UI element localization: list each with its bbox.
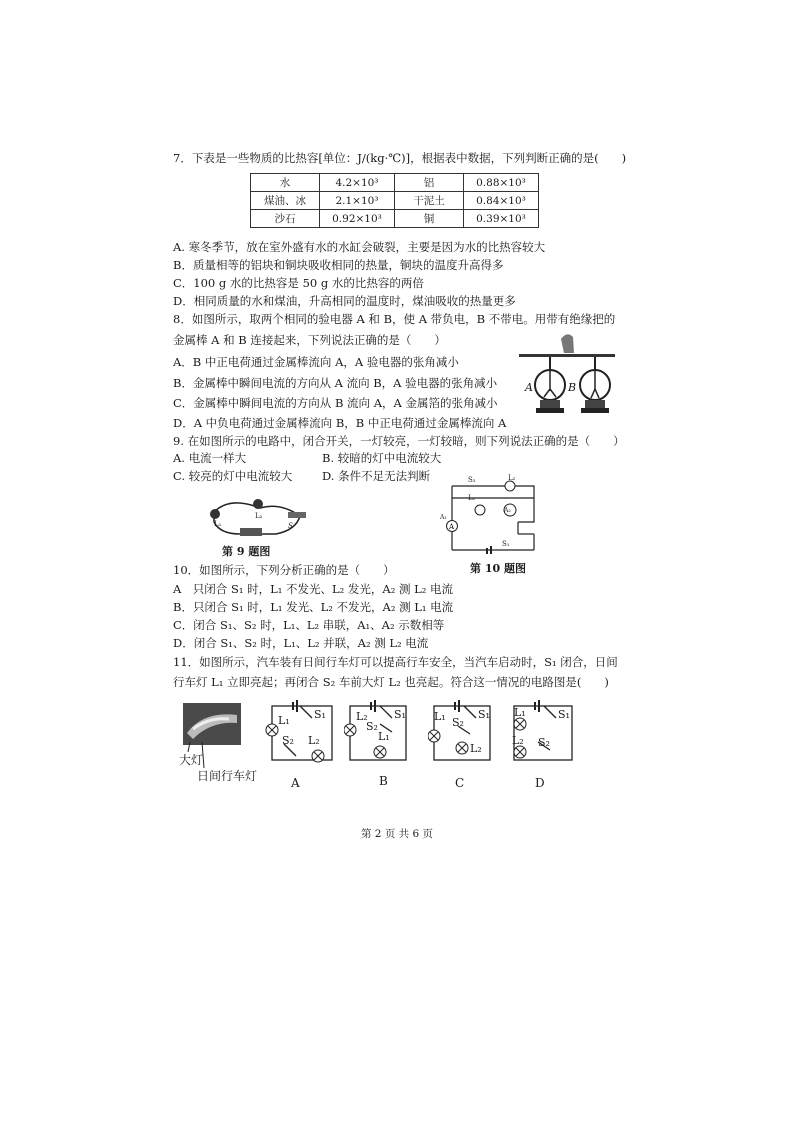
table-cell: 沙石 — [251, 210, 320, 228]
q9-option-a: A. 电流一样大 — [173, 451, 247, 465]
q9-label-l2: L₂ — [255, 512, 263, 520]
q10-label-s1: S₁ — [502, 540, 510, 548]
q11-circuit-b — [344, 700, 410, 766]
choice-label-d: D — [535, 776, 545, 790]
table-cell: 0.84×10³ — [464, 192, 539, 210]
q10-label-l1: L₁ — [468, 494, 476, 502]
q9-caption: 第 9 题图 — [222, 545, 271, 558]
table-row — [251, 192, 539, 210]
q11d-label-l2: L₂ — [512, 734, 524, 747]
table-cell: 铝 — [395, 174, 464, 192]
q11d-label-s2: S₂ — [538, 736, 550, 749]
q10-option-d: D．闭合 S₁、S₂ 时，L₁、L₂ 并联，A₂ 测 L₂ 电流 — [173, 636, 429, 650]
q10-circuit-figure — [440, 474, 540, 554]
q9-option-c: C. 较亮的灯中电流较大 — [173, 469, 293, 483]
q11a-label-l1: L₁ — [278, 714, 290, 727]
q8-option-d: D．A 中负电荷通过金属棒流向 B，B 中正电荷通过金属棒流向 A — [173, 416, 507, 430]
q8-stem-line1: 8．如图所示，取两个相同的验电器 A 和 B，使 A 带负电，B 不带电。用带有绝缘把的 — [173, 312, 616, 326]
table-cell: 水 — [251, 174, 320, 192]
q7-option-a: A. 寒冬季节，放在室外盛有水的水缸会破裂，主要是因为水的比热容较大 — [173, 240, 546, 254]
electroscope-label-a: A — [525, 381, 533, 394]
q11-circuit-c — [428, 700, 494, 766]
q7-option-c: C．100 g 水的比热容是 50 g 水的比热容的两倍 — [173, 276, 424, 290]
q9-circuit-figure — [200, 490, 312, 540]
q11b-label-s1: S₁ — [394, 708, 406, 721]
table-cell: 干泥土 — [395, 192, 464, 210]
choice-label-a: A — [291, 776, 300, 790]
q11-circuit-d — [508, 700, 576, 766]
q10-label-s2: S₂ — [468, 476, 476, 484]
q11-stem-line1: 11．如图所示，汽车装有日间行车灯可以提高行车安全，当汽车启动时，S₁ 闭合，日间 — [173, 655, 618, 669]
photo-label-headlight: 大灯 — [179, 753, 204, 767]
table-cell: 0.92×10³ — [320, 210, 395, 228]
table-cell: 4.2×10³ — [320, 174, 395, 192]
q10-stem: 10．如图所示，下列分析正确的是（ ） — [173, 563, 395, 577]
q11c-label-l2: L₂ — [470, 742, 482, 755]
q10-option-c: C．闭合 S₁、S₂ 时，L₁、L₂ 串联，A₁、A₂ 示数相等 — [173, 618, 445, 632]
photo-label-daytime-light: 日间行车灯 — [197, 769, 258, 783]
table-cell: 铜 — [395, 210, 464, 228]
q10-label-a2: A₂ — [504, 507, 511, 514]
table-cell: 0.39×10³ — [464, 210, 539, 228]
q8-option-a: A．B 中正电荷通过金属棒流向 A，A 验电器的张角减小 — [173, 355, 459, 369]
choice-label-c: C — [455, 776, 465, 790]
q11a-label-s1: S₁ — [314, 708, 326, 721]
choice-label-b: B — [379, 774, 388, 788]
q11c-label-s2: S₂ — [452, 716, 464, 729]
q8-option-b: B．金属棒中瞬间电流的方向从 A 流向 B，A 验电器的张角减小 — [173, 376, 498, 390]
q9-label-l1: L₁ — [214, 520, 222, 528]
q11a-label-l2: L₂ — [308, 734, 320, 747]
q9-option-b: B. 较暗的灯中电流较大 — [322, 451, 442, 465]
electroscope-figure — [519, 327, 619, 419]
q11c-label-l1: L₁ — [434, 710, 446, 723]
q10-label-l2: L₂ — [508, 474, 516, 482]
page-footer: 第 2 页 共 6 页 — [360, 828, 434, 840]
q10-option-b: B．只闭合 S₁ 时，L₁ 发光、L₂ 不发光，A₂ 测 L₁ 电流 — [173, 600, 454, 614]
q8-option-c: C．金属棒中瞬间电流的方向从 B 流向 A，A 金属箔的张角减小 — [173, 396, 498, 410]
q11d-label-s1: S₁ — [558, 708, 570, 721]
table-row — [251, 210, 539, 228]
q11-stem-line2: 行车灯 L₁ 立即亮起；再闭合 S₂ 车前大灯 L₂ 也亮起。符合这一情况的电路图是( ) — [173, 675, 609, 689]
q7-option-b: B．质量相等的铝块和铜块吸收相同的热量，铜块的温度升高得多 — [173, 258, 504, 272]
q7-option-d: D．相同质量的水和煤油，升高相同的温度时，煤油吸收的热量更多 — [173, 294, 516, 308]
q7-stem: 7．下表是一些物质的比热容[单位：J/(kg·℃)]，根据表中数据，下列判断正确的是( ) — [173, 151, 627, 165]
svg-text:A: A — [449, 523, 455, 531]
q9-stem: 9. 在如图所示的电路中，闭合开关，一灯较亮，一灯较暗，则下列说法正确的是（ ） — [173, 434, 625, 448]
q10-caption: 第 10 题图 — [470, 562, 526, 575]
table-cell: 0.88×10³ — [464, 174, 539, 192]
q11b-label-s2: S₂ — [366, 720, 378, 733]
q11b-label-l2: L₂ — [356, 710, 368, 723]
q11d-label-l1: L₁ — [514, 706, 526, 719]
q11-circuit-a — [264, 700, 336, 766]
electroscope-label-b: B — [568, 381, 577, 394]
car-headlight-photo — [183, 703, 241, 745]
specific-heat-table — [250, 173, 539, 228]
q9-label-switch: S — [288, 522, 293, 530]
table-cell: 2.1×10³ — [320, 192, 395, 210]
table-cell: 煤油、冰 — [251, 192, 320, 210]
q9-option-d: D. 条件不足无法判断 — [322, 469, 431, 483]
q8-stem-line2: 金属棒 A 和 B 连接起来，下列说法正确的是（ ） — [173, 333, 446, 347]
q10-option-a: A 只闭合 S₁ 时，L₁ 不发光、L₂ 发光，A₂ 测 L₂ 电流 — [173, 582, 454, 596]
q11a-label-s2: S₂ — [282, 734, 294, 747]
q10-label-a1: A₁ — [440, 514, 447, 521]
table-row — [251, 174, 539, 192]
q11c-label-s1: S₁ — [478, 708, 490, 721]
q11b-label-l1: L₁ — [378, 730, 390, 743]
